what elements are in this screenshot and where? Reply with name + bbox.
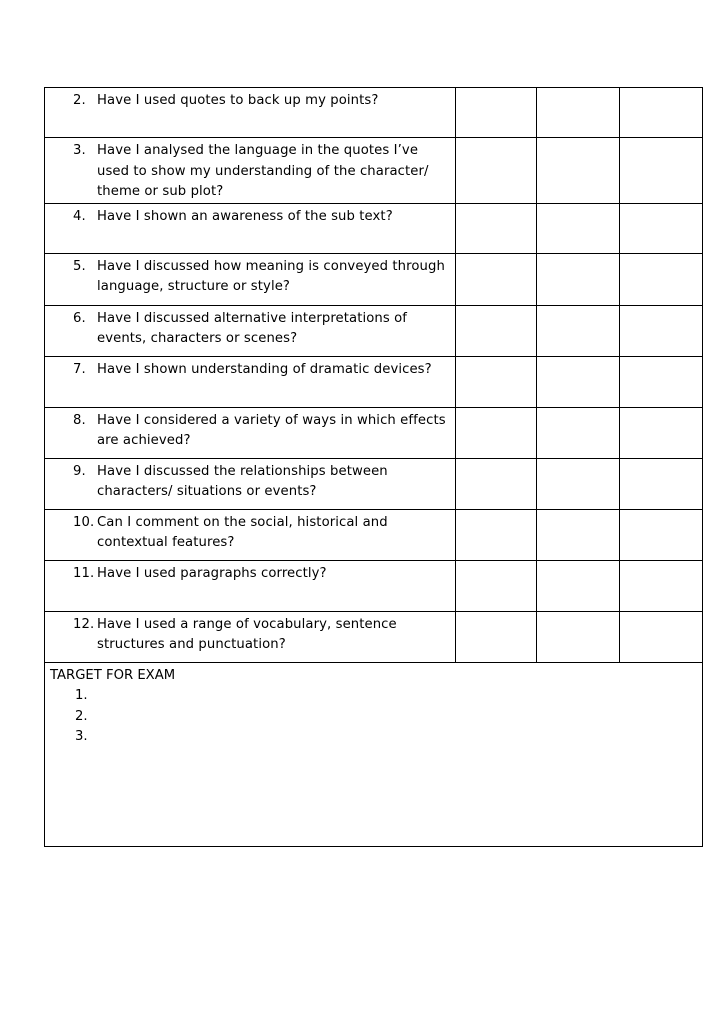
question-cell	[45, 356, 456, 407]
check-cell-1[interactable]	[456, 560, 537, 611]
question-text: Have I shown an awareness of the sub text?	[97, 208, 393, 224]
target-item: 3.	[75, 729, 88, 744]
check-cell-1[interactable]	[456, 305, 537, 356]
question-number: 12.	[73, 616, 95, 632]
check-cell-1[interactable]	[456, 509, 537, 560]
question-text: Have I used quotes to back up my points?	[97, 93, 379, 108]
question-number: 5.	[73, 258, 86, 274]
check-cell-2[interactable]	[537, 611, 620, 662]
check-cell-1[interactable]	[456, 253, 537, 305]
check-cell-2[interactable]	[537, 253, 620, 305]
check-cell-3[interactable]	[620, 407, 703, 458]
question-cell	[45, 253, 456, 305]
question-text: Have I discussed the relationships between characters/ situations or events?	[97, 463, 388, 499]
checklist-row	[45, 407, 703, 458]
question-cell	[45, 458, 456, 509]
checklist-row	[45, 611, 703, 662]
check-cell-1[interactable]	[456, 88, 537, 138]
question-cell	[45, 138, 456, 204]
question-number: 9.	[73, 463, 86, 479]
checklist-row	[45, 356, 703, 407]
check-cell-2[interactable]	[537, 560, 620, 611]
checklist-row	[45, 458, 703, 509]
question-text: Have I shown understanding of dramatic devices?	[97, 361, 432, 377]
question-number: 4.	[73, 208, 86, 224]
target-item: 2.	[75, 708, 88, 724]
target-title: TARGET FOR EXAM	[50, 667, 176, 683]
check-cell-2[interactable]	[537, 203, 620, 253]
question-number: 3.	[73, 143, 86, 158]
checklist-row	[45, 305, 703, 356]
checklist-row	[45, 138, 703, 204]
check-cell-2[interactable]	[537, 509, 620, 560]
check-cell-3[interactable]	[620, 253, 703, 305]
check-cell-3[interactable]	[620, 138, 703, 204]
question-text: Have I used a range of vocabulary, sentence structures and punctuation?	[97, 616, 397, 652]
question-text: Can I comment on the social, historical and contextual features?	[97, 514, 388, 550]
target-row	[45, 662, 703, 846]
question-text: Have I analysed the language in the quotes I’ve used to show my understanding of the character/ theme or sub plot?	[97, 143, 429, 199]
check-cell-3[interactable]	[620, 203, 703, 253]
check-cell-1[interactable]	[456, 458, 537, 509]
check-cell-1[interactable]	[456, 356, 537, 407]
question-number: 11.	[73, 565, 95, 581]
check-cell-2[interactable]	[537, 458, 620, 509]
target-cell[interactable]	[45, 662, 703, 846]
question-cell	[45, 560, 456, 611]
question-number: 2.	[73, 93, 86, 108]
check-cell-2[interactable]	[537, 305, 620, 356]
question-cell	[45, 611, 456, 662]
check-cell-3[interactable]	[620, 509, 703, 560]
question-number: 7.	[73, 361, 86, 377]
checklist-row	[45, 203, 703, 253]
target-item: 1.	[75, 688, 88, 703]
check-cell-2[interactable]	[537, 88, 620, 138]
question-number: 6.	[73, 310, 86, 326]
check-cell-1[interactable]	[456, 611, 537, 662]
checklist-row	[45, 560, 703, 611]
check-cell-1[interactable]	[456, 407, 537, 458]
check-cell-2[interactable]	[537, 407, 620, 458]
check-cell-3[interactable]	[620, 611, 703, 662]
question-number: 8.	[73, 412, 86, 428]
question-text: Have I discussed how meaning is conveyed through language, structure or style?	[97, 258, 445, 294]
check-cell-1[interactable]	[456, 138, 537, 204]
target-list	[45, 686, 702, 748]
question-cell	[45, 509, 456, 560]
check-cell-3[interactable]	[620, 458, 703, 509]
question-text: Have I used paragraphs correctly?	[97, 565, 327, 581]
check-cell-3[interactable]	[620, 356, 703, 407]
checklist-row	[45, 253, 703, 305]
question-cell	[45, 305, 456, 356]
question-cell	[45, 88, 456, 138]
question-text: Have I discussed alternative interpretations of events, characters or scenes?	[97, 310, 408, 346]
check-cell-2[interactable]	[537, 138, 620, 204]
checklist-row	[45, 509, 703, 560]
checklist-sheet	[44, 87, 702, 847]
question-cell	[45, 407, 456, 458]
question-cell	[45, 203, 456, 253]
checklist-table	[44, 87, 703, 847]
check-cell-3[interactable]	[620, 560, 703, 611]
check-cell-2[interactable]	[537, 356, 620, 407]
question-text: Have I considered a variety of ways in which effects are achieved?	[97, 412, 446, 448]
checklist-row	[45, 88, 703, 138]
question-number: 10.	[73, 514, 95, 530]
check-cell-1[interactable]	[456, 203, 537, 253]
check-cell-3[interactable]	[620, 305, 703, 356]
check-cell-3[interactable]	[620, 88, 703, 138]
